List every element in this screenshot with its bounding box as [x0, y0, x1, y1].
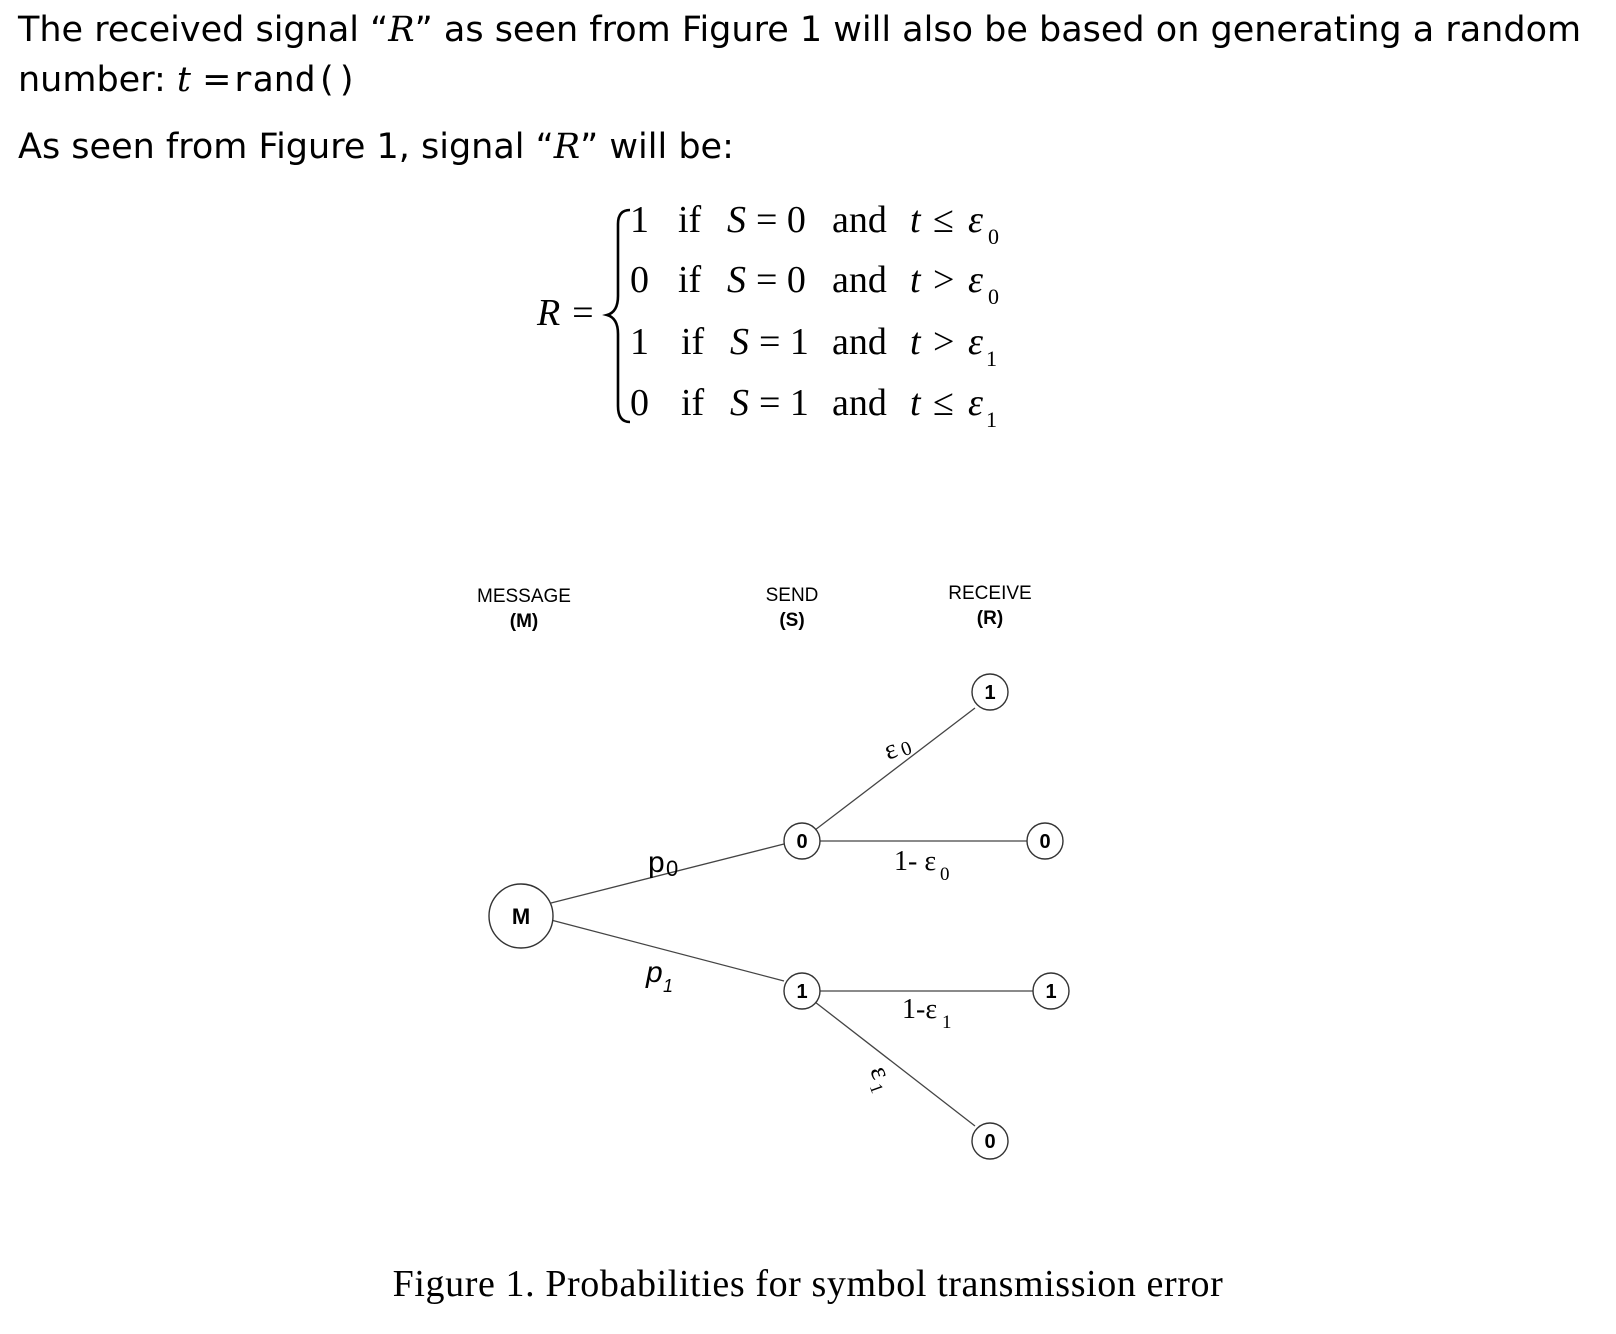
node-message	[489, 884, 553, 948]
header-message-abbr: (M)	[509, 611, 539, 632]
svg-text:0: 0	[796, 831, 808, 853]
figure-caption: Figure 1. Probabilities for symbol transmission error	[392, 1263, 1224, 1305]
case-2-eq: = 0	[756, 259, 806, 301]
label-one-minus-epsilon-1	[902, 994, 952, 1033]
node-receive-0-mid	[1027, 823, 1063, 859]
intro-equals: =	[190, 60, 232, 100]
svg-text:1-ε: 1-ε	[902, 994, 938, 1025]
signal-text-a: As seen from Figure 1, signal “	[18, 127, 554, 167]
node-receive-0-bottom	[972, 1123, 1008, 1159]
case-4-s: S	[730, 382, 749, 424]
case-1-s: S	[727, 199, 746, 241]
case-4-if: if	[681, 382, 705, 424]
case-4-eps: ε	[968, 382, 983, 424]
header-message: MESSAGE	[477, 586, 571, 607]
equation-lhs: R =	[537, 292, 596, 334]
edge-s0-r1	[815, 708, 975, 830]
case-1-sub: 0	[988, 224, 999, 249]
case-4-sub: 1	[986, 407, 997, 432]
case-3-and: and	[832, 321, 887, 363]
signal-var-r: R	[553, 127, 581, 167]
case-1-and: and	[832, 199, 887, 241]
svg-text:1: 1	[663, 976, 674, 996]
label-epsilon-0	[880, 729, 915, 767]
svg-text:1: 1	[865, 1080, 888, 1096]
case-3-eq: = 1	[759, 321, 809, 363]
case-3-sub: 1	[986, 346, 997, 371]
case-4-op: ≤	[933, 382, 954, 424]
signal-text-b: ” will be:	[580, 127, 734, 167]
case-2-value: 0	[630, 259, 649, 301]
case-1-t: t	[910, 199, 921, 241]
svg-text:1: 1	[942, 1012, 952, 1033]
case-3-eps: ε	[968, 321, 983, 363]
svg-text:1- ε: 1- ε	[894, 846, 937, 877]
intro-code-rand: rand()	[231, 60, 358, 100]
case-2-sub: 0	[988, 284, 999, 309]
header-receive: RECEIVE	[948, 583, 1032, 604]
case-4-eq: = 1	[759, 382, 809, 424]
node-receive-1-top	[972, 674, 1008, 710]
svg-text:p: p	[646, 956, 663, 989]
case-1-eq: = 0	[756, 199, 806, 241]
label-p0	[648, 846, 678, 881]
node-receive-1-mid	[1033, 973, 1069, 1009]
case-4-and: and	[832, 382, 887, 424]
case-2-s: S	[727, 259, 746, 301]
node-send-1	[784, 973, 820, 1009]
intro-var-t: t	[176, 60, 191, 100]
case-4-t: t	[910, 382, 921, 424]
intro-text-b: ” as seen from Figure 1 will also be based on generating a random	[414, 10, 1582, 50]
svg-text:1: 1	[796, 981, 808, 1003]
intro-number-label: number:	[18, 60, 177, 100]
svg-text:M: M	[511, 904, 531, 929]
label-one-minus-epsilon-0	[894, 846, 950, 885]
case-2-if: if	[678, 259, 702, 301]
svg-text:0: 0	[1039, 831, 1051, 853]
case-1-eps: ε	[968, 199, 983, 241]
svg-text:0: 0	[984, 1131, 996, 1153]
svg-text:0: 0	[897, 737, 915, 762]
case-1-op: ≤	[933, 199, 954, 241]
case-2-and: and	[832, 259, 887, 301]
svg-text:p: p	[648, 846, 665, 879]
intro-text-a: The received signal “	[18, 10, 389, 50]
svg-text:1: 1	[1045, 981, 1057, 1003]
case-2-t: t	[910, 259, 921, 301]
header-receive-abbr: (R)	[976, 608, 1004, 629]
case-3-value: 1	[630, 321, 649, 363]
case-1-if: if	[678, 199, 702, 241]
case-3-t: t	[910, 321, 921, 363]
node-send-0	[784, 823, 820, 859]
header-send: SEND	[765, 585, 819, 606]
edge-m-s1	[551, 920, 784, 981]
label-epsilon-1	[861, 1062, 901, 1096]
intro-var-r: R	[388, 10, 415, 50]
case-2-eps: ε	[968, 259, 983, 301]
svg-text:0: 0	[666, 856, 679, 881]
case-2-op: >	[933, 259, 955, 301]
svg-text:1: 1	[984, 682, 996, 704]
svg-text:0: 0	[940, 864, 950, 885]
case-1-value: 1	[630, 199, 649, 241]
case-3-if: if	[681, 321, 705, 363]
case-3-s: S	[730, 321, 749, 363]
svg-text:ε: ε	[879, 733, 902, 767]
svg-text:ε: ε	[863, 1061, 897, 1084]
label-p1	[645, 956, 673, 996]
case-4-value: 0	[630, 382, 649, 424]
header-send-abbr: (S)	[779, 610, 805, 631]
case-3-op: >	[933, 321, 955, 363]
